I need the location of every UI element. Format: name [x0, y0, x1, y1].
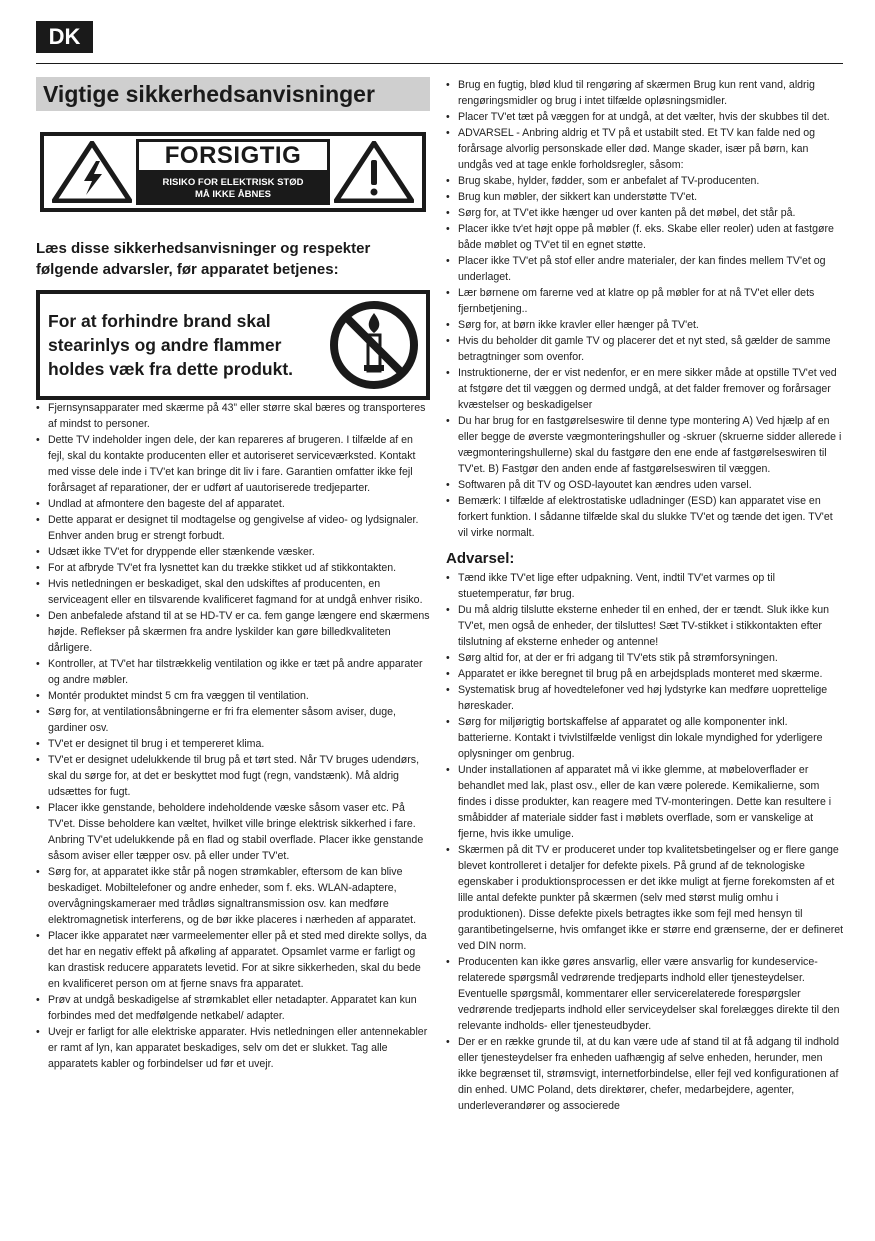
intro-line-2: følgende advarsler, før apparatet betjenes:	[36, 261, 339, 278]
list-item: • Under installationen af apparatet må vi ikke glemme, at møbeloverflader er behandlet med lak, plast osv., eller de kan være polerede. Kemikalierne, som findes i disse produkter, kan reagere med TV-monteringen. Dette kan resultere i småbidder af materiale sidder fast i møblets overflade, som er vanskelige at fjerne, hvis ikke umulige.	[446, 762, 844, 842]
list-item: • For at afbryde TV'et fra lysnettet kan du trække stikket ud af stikkontakten.	[36, 560, 430, 576]
list-item: • Softwaren på dit TV og OSD-layoutet kan ændres uden varsel.	[446, 477, 844, 493]
list-item: • Lær børnene om farerne ved at klatre op på møbler for at nå TV'et eller dets fjernbetjening..	[446, 285, 844, 317]
safety-list-right	[446, 77, 844, 541]
list-item: • Systematisk brug af hovedtelefoner ved høj lydstyrke kan medføre uoprettelige høreskader.	[446, 682, 844, 714]
list-item: • Producenten kan ikke gøres ansvarlig, eller være ansvarlig for kundeservice-relaterede spørgsmål vedrørende tredjeparts indhold eller tjenesteydelser. Eventuelle spørgsmål, kommentarer eller servicerelaterede forespørgsler vedrørende tredjeparts indhold eller serviceydelser skal forelægges direkte til den relevante indholds- eller tjenesteudbyder.	[446, 954, 844, 1034]
list-item: • Dette apparat er designet til modtagelse og gengivelse af video- og lydsignaler. Enhver anden brug er strengt forbudt.	[36, 512, 430, 544]
list-item: • TV'et er designet udelukkende til brug på et tørt sted. Når TV bruges udendørs, skal du sørge for, at det er beskyttet mod fugt (regn, vandstænk). Må aldrig udsættes for fugt.	[36, 752, 430, 800]
list-item: • Kontroller, at TV'et har tilstrækkelig ventilation og ikke er tæt på andre apparater og andre møbler.	[36, 656, 430, 688]
caution-subtitle	[136, 173, 330, 205]
list-item: • Bemærk: I tilfælde af elektrostatiske udladninger (ESD) kan apparatet vise en forkert funktion. I sådanne tilfælde skal du slukke TV'et og tænde det igen. TV'et vil virke normalt.	[446, 493, 844, 541]
caution-title: FORSIGTIG	[136, 139, 330, 173]
caution-label	[40, 132, 426, 212]
list-item: • Placer ikke genstande, beholdere indeholdende væske såsom vaser etc. På TV'et. Disse beholdere kan væltet, hvilket ville bringe elektrisk sikkerhed i fare. Anbring TV'et udelukkende på en flad og stabil overflade. Placer ikke genstande såsom aviser eller tæpper osv. på eller under TV'et.	[36, 800, 430, 864]
list-item: • Sørg for, at børn ikke kravler eller hænger på TV'et.	[446, 317, 844, 333]
list-item: • Sørg for miljørigtig bortskaffelse af apparatet og alle komponenter inkl. batterierne. Kontakt i tvivlstilfælde venligst din lokale myndighed for yderligere oplysninger om genbrug.	[446, 714, 844, 762]
list-item: • Brug en fugtig, blød klud til rengøring af skærmen Brug kun rent vand, aldrig rengøringsmidler og brug i intet tilfælde opløsningsmidler.	[446, 77, 844, 109]
warning-list	[446, 570, 844, 1114]
list-item: • Udsæt ikke TV'et for dryppende eller stænkende væsker.	[36, 544, 430, 560]
list-item: • Placer ikke tv'et højt oppe på møbler (f. eks. Skabe eller reoler) uden at fastgøre både møblet og TV'et til en egnet støtte.	[446, 221, 844, 253]
list-item: • Sørg altid for, at der er fri adgang til TV'ets stik på strømforsyningen.	[446, 650, 844, 666]
list-item: • Hvis netledningen er beskadiget, skal den udskiftes af producenten, en serviceagent eller en tilsvarende kvalificeret fagmand for at undgå enhver risiko.	[36, 576, 430, 608]
list-item: • Du har brug for en fastgørelseswire til denne type montering A) Ved hjælp af en eller begge de øverste vægmonteringshuller og -skruer (skruerne sidder allerede i vægmonteringshullerne) skal du fastgøre den ene ende af fastgørelseswiren til TV'et. B) Fastgør den anden ende af fastgørelseswiren til væggen.	[446, 413, 844, 477]
fire-warning-text	[48, 309, 328, 381]
exclamation-warning-icon	[334, 141, 414, 203]
fire-warning-line-1: For at forhindre brand skal	[48, 311, 271, 331]
list-item: • ADVARSEL - Anbring aldrig et TV på et ustabilt sted. Et TV kan falde ned og forårsage alvorlig personskade eller død. Mange skader, især på børn, kan undgås ved at tage enkle forholdsregler, såsom:	[446, 125, 844, 173]
list-item: • Du må aldrig tilslutte eksterne enheder til en enhed, der er tændt. Sluk ikke kun TV'et, men også de enheder, der tilsluttes! Sæt TV-stikket i stikkontakten efter tilslutning af eksterne enheder og antenne!	[446, 602, 844, 650]
fire-warning-box	[36, 290, 430, 400]
top-divider	[36, 63, 843, 64]
left-column	[36, 77, 430, 1072]
warning-heading: Advarsel:	[446, 550, 515, 567]
no-open-flame-icon	[328, 299, 420, 391]
list-item: • Sørg for, at ventilationsåbningerne er fri fra elementer såsom aviser, duge, gardiner osv.	[36, 704, 430, 736]
list-item: • Instruktionerne, der er vist nedenfor, er en mere sikker måde at opstille TV'et ved at fstgøre det til væggen og dermed undgå, at det falder fremover og forårsager kvæstelser og beskadigelser	[446, 365, 844, 413]
list-item: • Sørg for, at TV'et ikke hænger ud over kanten på det møbel, det står på.	[446, 205, 844, 221]
fire-warning-line-2: stearinlys og andre flammer	[48, 335, 282, 355]
list-item: • Skærmen på dit TV er produceret under top kvalitetsbetingelser og er flere gange blevet kontrolleret i detaljer for defekte pixels. På grund af de teknologiske egenskaber i produktionsprocessen er det ikke muligt at fjerne forekomsten af et lille antal defekte punkter på skærmen (selv med størst mulig omhu i produktionen). Disse defekte pixels betragtes ikke som fejl med hensyn til garantibetingelserne, hvis omfanget ikke er større end grænserne, der er defineret ved DIN norm.	[446, 842, 844, 954]
list-item: • Hvis du beholder dit gamle TV og placerer det et nyt sted, så gælder de samme betragtninger som ovenfor.	[446, 333, 844, 365]
list-item: • Brug skabe, hylder, fødder, som er anbefalet af TV-producenten.	[446, 173, 844, 189]
intro-text	[36, 238, 430, 280]
safety-list-left	[36, 400, 430, 1072]
list-item: • Placer TV'et tæt på væggen for at undgå, at det vælter, hvis der skubbes til det.	[446, 109, 844, 125]
list-item: • Fjernsynsapparater med skærme på 43” eller større skal bæres og transporteres af mindst to personer.	[36, 400, 430, 432]
list-item: • Montér produktet mindst 5 cm fra væggen til ventilation.	[36, 688, 430, 704]
list-item: • Tænd ikke TV'et lige efter udpakning. Vent, indtil TV'et varmes op til stuetemperatur, før brug.	[446, 570, 844, 602]
list-item: • Undlad at afmontere den bageste del af apparatet.	[36, 496, 430, 512]
caution-text-block	[136, 139, 330, 205]
list-item: • Uvejr er farligt for alle elektriske apparater. Hvis netledningen eller antennekabler er ramt af lyn, kan apparatet beskadiges, selv om det er slukket. Tag alle apparatets kabler og forbindelser ud før et uvejr.	[36, 1024, 430, 1072]
list-item: • Prøv at undgå beskadigelse af strømkablet eller netadapter. Apparatet kan kun forbindes med det medfølgende netkabel/ adapter.	[36, 992, 430, 1024]
electric-shock-warning-icon	[52, 141, 132, 203]
list-item: • Sørg for, at apparatet ikke står på nogen strømkabler, eftersom de kan blive beskadiget. Mobiltelefoner og andre enheder, som f. eks. WLAN-adaptere, overvågningskameraer med trådløs signaltransmission osv. kan medføre elektromagnetisk interferens, og de bør ikke placeres i nærheden af apparatet.	[36, 864, 430, 928]
list-item: • Den anbefalede afstand til at se HD-TV er ca. fem gange længere end skærmens højde. Reflekser på skærmen fra andre lyskilder kan gøre billedkvaliteten dårligere.	[36, 608, 430, 656]
intro-line-1: Læs disse sikkerhedsanvisninger og respekter	[36, 240, 371, 257]
list-item: • Apparatet er ikke beregnet til brug på en arbejdsplads monteret med skærme.	[446, 666, 844, 682]
language-badge: DK	[36, 21, 93, 53]
right-column	[446, 77, 844, 1114]
list-item: • Dette TV indeholder ingen dele, der kan repareres af brugeren. I tilfælde af en fejl, skal du kontakte producenten eller et autoriseret serviceværksted. Kontakt med visse dele inde i TV'et kan bringe dit liv i fare. Garantien omfatter ikke fejl forårsaget af reparationer, der er udført af uautoriserede tredjeparter.	[36, 432, 430, 496]
list-item: • Placer ikke TV'et på stof eller andre materialer, der kan findes mellem TV'et og underlaget.	[446, 253, 844, 285]
caution-line-1: RISIKO FOR ELEKTRISK STØD	[162, 177, 304, 188]
fire-warning-line-3: holdes væk fra dette produkt.	[48, 359, 294, 379]
list-item: • Der er en række grunde til, at du kan være ude af stand til at få adgang til indhold eller tjenesteydelser fra enheden uafhængig af selve enheden, herunder, men ikke begrænset til, strømsvigt, internetforbindelse, eller fejl ved konfigurationen af din enhed. UMC Poland, dets direktører, chefer, medarbejdere, agenter, underleverandører og associerede	[446, 1034, 844, 1114]
page-title: Vigtige sikkerhedsanvisninger	[36, 77, 430, 111]
list-item: • Brug kun møbler, der sikkert kan understøtte TV'et.	[446, 189, 844, 205]
list-item: • TV'et er designet til brug i et tempereret klima.	[36, 736, 430, 752]
caution-line-2: MÅ IKKE ÅBNES	[194, 189, 271, 200]
list-item: • Placer ikke apparatet nær varmeelementer eller på et sted med direkte sollys, da det har en negativ effekt på afkøling af apparatet. Opsamlet varme er farligt og kan drastisk reducere apparatets levetid. For at sikre sikkerheden, skal du bede en kvalificeret person om at fjerne snavs fra apparatet.	[36, 928, 430, 992]
